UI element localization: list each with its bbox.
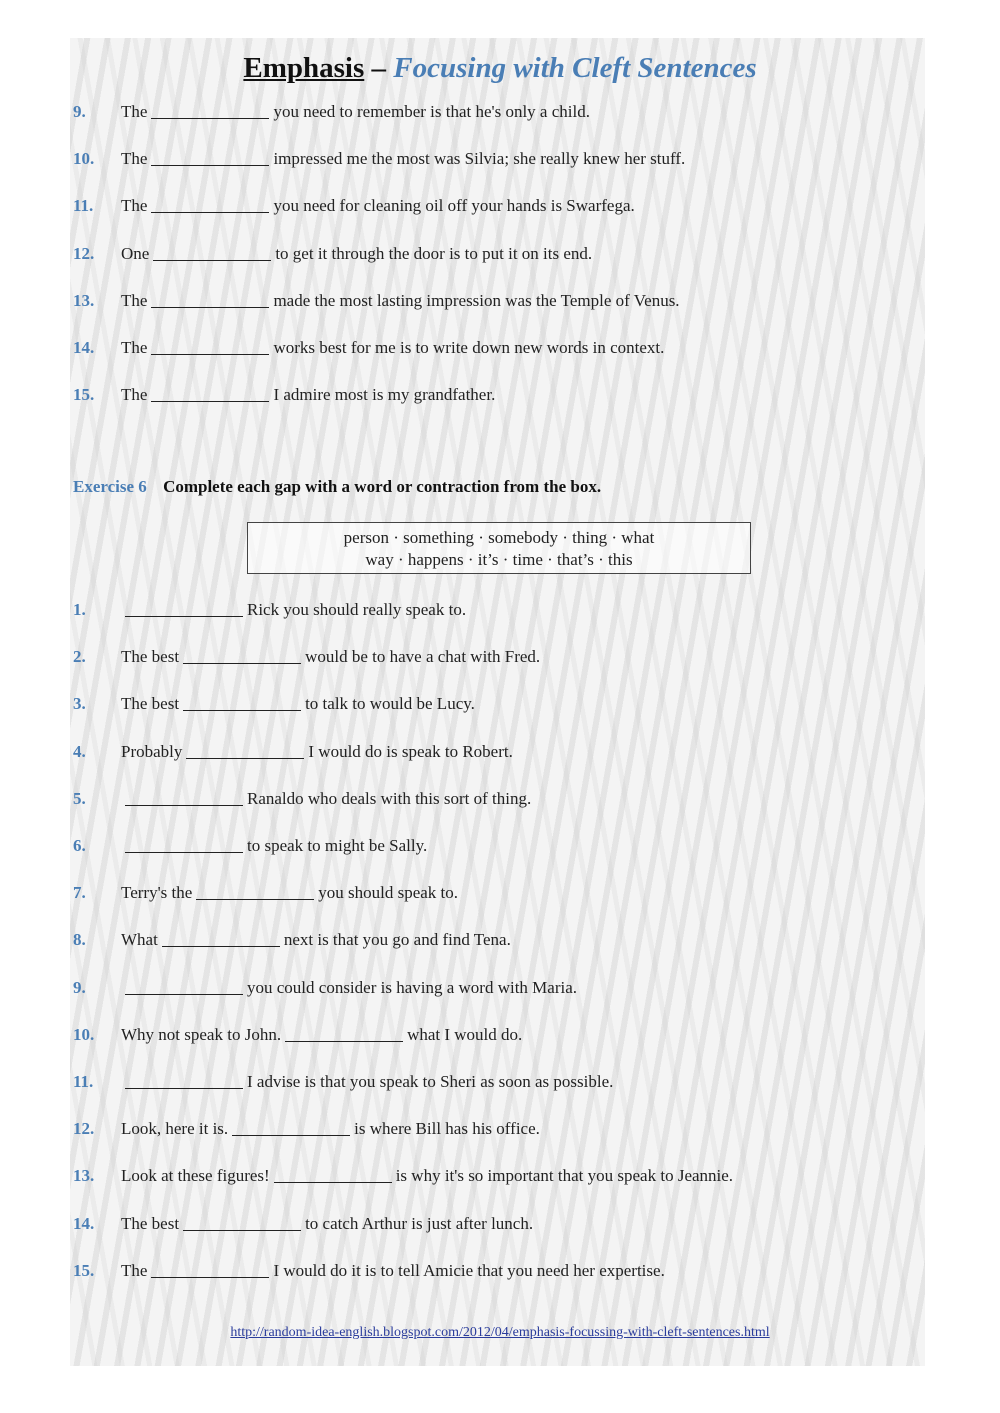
- item-text-before: Why not speak to John.: [121, 1024, 282, 1044]
- footer: [0, 1325, 1000, 1341]
- item-number: 4.: [73, 741, 86, 761]
- item-number: 1.: [73, 600, 86, 619]
- item-text-before: The best: [121, 647, 180, 667]
- item-text-after: works best for me is to write down new words in context.: [273, 338, 665, 357]
- item-number: 13.: [73, 1166, 95, 1186]
- item-text-before: What: [121, 930, 158, 950]
- item-text-before: The: [121, 290, 148, 310]
- item-number: 15.: [73, 385, 95, 405]
- exercise-item: [73, 834, 427, 858]
- answer-blank[interactable]: [186, 742, 304, 759]
- item-text-after: Ranaldo who deals with this sort of thing.: [247, 788, 532, 808]
- exercise-item: [73, 194, 635, 218]
- exercise-item: [73, 242, 592, 266]
- item-number: 9.: [73, 102, 86, 121]
- answer-blank[interactable]: [125, 600, 243, 617]
- item-number: 10.: [73, 1024, 95, 1044]
- item-text-after: made the most lasting impression was the Temple of Venus.: [273, 290, 680, 310]
- item-text-before: The best: [121, 1213, 180, 1233]
- exercise-item: [73, 289, 680, 313]
- item-text-before: One: [121, 243, 150, 263]
- source-link[interactable]: http://random-idea-english.blogspot.com/2012/04/emphasis-focussing-with-cleft-sentences.html: [230, 1325, 770, 1340]
- answer-blank[interactable]: [151, 385, 269, 402]
- item-number: 5.: [73, 788, 86, 808]
- item-number: 14.: [73, 1213, 95, 1233]
- item-text-before: Look, here it is.: [121, 1119, 229, 1139]
- exercise-item: [73, 336, 664, 360]
- exercise-item: [73, 383, 495, 407]
- answer-blank[interactable]: [151, 102, 269, 119]
- exercise-item: [73, 1259, 665, 1283]
- item-text-before: Terry's the: [121, 883, 193, 903]
- answer-blank[interactable]: [125, 978, 243, 995]
- item-text-before: Look at these figures!: [121, 1166, 270, 1186]
- item-text-before: The best: [121, 694, 180, 714]
- answer-blank[interactable]: [151, 149, 269, 166]
- item-text-after: impressed me the most was Silvia; she really knew her stuff.: [273, 149, 686, 169]
- item-text-after: I admire most is my grandfather.: [273, 385, 496, 405]
- answer-blank[interactable]: [183, 647, 301, 664]
- exercise-item: [73, 1164, 733, 1188]
- answer-blank[interactable]: [151, 291, 269, 308]
- answer-blank[interactable]: [183, 1214, 301, 1231]
- item-text-before: The: [121, 149, 148, 169]
- exercise-item: [73, 740, 513, 764]
- answer-blank[interactable]: [151, 196, 269, 213]
- item-number: 7.: [73, 883, 86, 903]
- exercise-item: [73, 976, 577, 1000]
- exercise-item: [73, 1023, 522, 1047]
- item-number: 12.: [73, 243, 95, 263]
- item-number: 12.: [73, 1119, 95, 1139]
- answer-blank[interactable]: [285, 1025, 403, 1042]
- item-number: 10.: [73, 149, 95, 169]
- item-text-before: The: [121, 338, 148, 357]
- item-number: 6.: [73, 836, 86, 855]
- item-text-after: I would do is speak to Robert.: [308, 741, 513, 761]
- item-text-after: you should speak to.: [318, 883, 459, 903]
- word-box-line-1: person · something · somebody · thing · what: [343, 528, 655, 547]
- item-number: 9.: [73, 977, 86, 997]
- answer-blank[interactable]: [151, 338, 269, 355]
- exercise-item: [73, 1070, 613, 1094]
- item-text-before: The: [121, 1260, 148, 1280]
- item-text-before: The: [121, 196, 148, 216]
- exercise-item: [73, 1212, 533, 1236]
- title-main: Emphasis: [243, 52, 365, 84]
- title-subtitle: Focusing with Cleft Sentences: [393, 52, 757, 84]
- item-text-after: next is that you go and find Tena.: [283, 930, 511, 950]
- item-text-after: would be to have a chat with Fred.: [305, 647, 541, 667]
- item-text-after: to talk to would be Lucy.: [305, 694, 475, 714]
- exercise-item: [73, 100, 590, 124]
- item-text-after: what I would do.: [407, 1024, 523, 1044]
- item-number: 3.: [73, 694, 86, 714]
- exercise-label: Exercise 6: [73, 477, 147, 496]
- exercise-item: [73, 598, 466, 622]
- answer-blank[interactable]: [162, 930, 280, 947]
- answer-blank[interactable]: [274, 1166, 392, 1183]
- item-text-after: you need to remember is that he's only a child.: [273, 102, 590, 121]
- page-title: [0, 48, 1000, 88]
- item-number: 11.: [73, 196, 94, 216]
- item-text-after: is why it's so important that you speak to Jeannie.: [395, 1166, 734, 1186]
- answer-blank[interactable]: [151, 1261, 269, 1278]
- exercise-item: [73, 787, 531, 811]
- item-text-before: The: [121, 385, 148, 405]
- answer-blank[interactable]: [153, 244, 271, 261]
- item-text-after: you need for cleaning oil off your hands is Swarfega.: [273, 196, 635, 216]
- item-text-after: I would do it is to tell Amicie that you need her expertise.: [273, 1260, 665, 1280]
- title-dash: –: [364, 52, 394, 84]
- item-text-after: is where Bill has his office.: [354, 1119, 540, 1139]
- exercise-heading: [73, 475, 601, 499]
- answer-blank[interactable]: [183, 694, 301, 711]
- exercise-item: [73, 147, 685, 171]
- item-text-before: The: [121, 102, 148, 121]
- item-text-after: to speak to might be Sally.: [247, 836, 428, 855]
- exercise-instruction: Complete each gap with a word or contraction from the box.: [163, 477, 602, 496]
- answer-blank[interactable]: [125, 789, 243, 806]
- answer-blank[interactable]: [125, 1072, 243, 1089]
- item-text-before: Probably: [121, 741, 183, 761]
- item-number: 15.: [73, 1260, 95, 1280]
- item-text-after: Rick you should really speak to.: [247, 600, 467, 619]
- exercise-item: [73, 881, 458, 905]
- answer-blank[interactable]: [125, 836, 243, 853]
- item-text-after: to get it through the door is to put it on its end.: [275, 243, 593, 263]
- item-number: 14.: [73, 338, 95, 357]
- item-number: 8.: [73, 930, 86, 950]
- item-text-after: you could consider is having a word with Maria.: [247, 977, 578, 997]
- item-number: 13.: [73, 290, 95, 310]
- answer-blank[interactable]: [196, 883, 314, 900]
- item-text-after: to catch Arthur is just after lunch.: [305, 1213, 534, 1233]
- item-number: 2.: [73, 647, 86, 667]
- answer-blank[interactable]: [232, 1119, 350, 1136]
- item-number: 11.: [73, 1072, 94, 1091]
- item-text-after: I advise is that you speak to Sheri as soon as possible.: [247, 1072, 614, 1091]
- exercise-item: [73, 928, 511, 952]
- word-box: [247, 522, 751, 574]
- exercise-item: [73, 645, 540, 669]
- exercise-item: [73, 692, 475, 716]
- word-box-line-2: way · happens · it’s · time · that’s · this: [365, 550, 633, 569]
- exercise-item: [73, 1117, 540, 1141]
